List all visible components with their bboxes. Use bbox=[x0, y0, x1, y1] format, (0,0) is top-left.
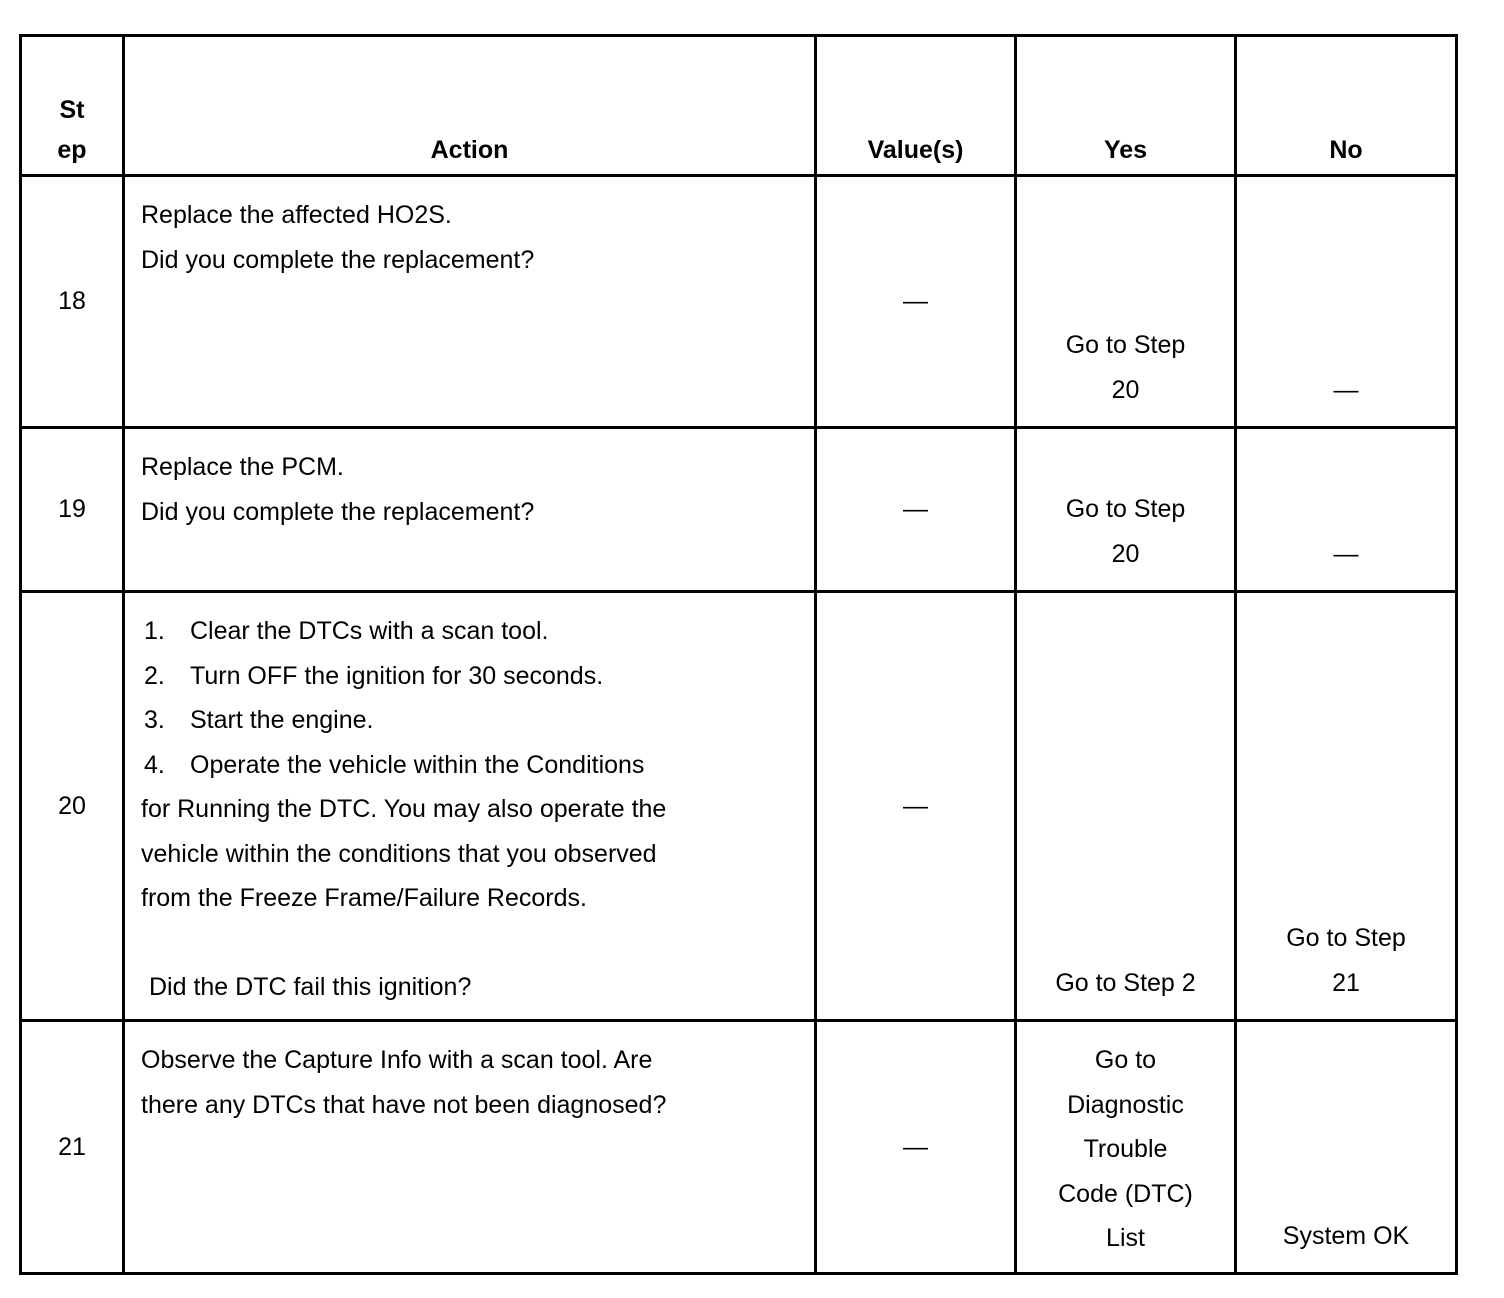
spacer bbox=[141, 921, 804, 966]
action-line: Replace the affected HO2S. bbox=[141, 201, 452, 229]
list-number: 4. bbox=[144, 750, 165, 779]
value-cell: — bbox=[816, 1021, 1016, 1274]
no-line: 21 bbox=[1332, 968, 1360, 997]
list-text: Operate the vehicle within the Conditions bbox=[190, 750, 645, 779]
action-continuation-line: vehicle within the conditions that you observed bbox=[141, 839, 657, 868]
list-number: 3. bbox=[144, 706, 165, 734]
action-continuation-line: for Running the DTC. You may also operate the bbox=[141, 795, 667, 823]
header-action: Action bbox=[124, 36, 816, 176]
header-yes: Yes bbox=[1016, 36, 1236, 176]
yes-line: 20 bbox=[1111, 539, 1140, 568]
list-text: Turn OFF the ignition for 30 seconds. bbox=[190, 661, 604, 690]
no-cell: — bbox=[1236, 428, 1457, 592]
action-continuation-line: from the Freeze Frame/Failure Records. bbox=[141, 884, 587, 912]
list-number: 1. bbox=[144, 617, 165, 645]
header-values: Value(s) bbox=[816, 36, 1016, 176]
list-text: Start the engine. bbox=[190, 706, 374, 734]
list-text: Clear the DTCs with a scan tool. bbox=[190, 617, 549, 645]
action-line: Replace the PCM. bbox=[141, 453, 344, 481]
action-list-item bbox=[141, 609, 804, 654]
yes-line: Code (DTC) bbox=[1058, 1179, 1193, 1208]
action-list-item bbox=[141, 743, 804, 788]
table-row-step-18 bbox=[21, 176, 1457, 428]
table-row-step-19 bbox=[21, 428, 1457, 592]
yes-line: Go to Step 2 bbox=[1055, 968, 1196, 997]
action-line: there any DTCs that have not been diagnosed? bbox=[141, 1090, 667, 1119]
yes-line: Go to Step bbox=[1065, 495, 1186, 523]
yes-line: Go to Step bbox=[1065, 331, 1186, 359]
value-cell: — bbox=[816, 592, 1016, 1021]
yes-cell bbox=[1016, 428, 1236, 592]
yes-line: 20 bbox=[1111, 375, 1140, 404]
value-cell: — bbox=[816, 428, 1016, 592]
no-cell: System OK bbox=[1236, 1021, 1457, 1274]
yes-line: List bbox=[1106, 1224, 1145, 1252]
header-row bbox=[21, 36, 1457, 176]
action-line: Did you complete the replacement? bbox=[141, 245, 535, 274]
list-number: 2. bbox=[144, 661, 165, 690]
step-number: 19 bbox=[21, 428, 124, 592]
action-line: Did you complete the replacement? bbox=[141, 497, 535, 526]
yes-cell bbox=[1016, 592, 1236, 1021]
header-no: No bbox=[1236, 36, 1457, 176]
header-step-line2: ep bbox=[57, 136, 87, 164]
action-cell bbox=[124, 428, 816, 592]
diagnostic-table bbox=[19, 34, 1458, 1275]
step-number: 21 bbox=[21, 1021, 124, 1274]
action-cell bbox=[124, 1021, 816, 1274]
no-cell bbox=[1236, 592, 1457, 1021]
no-line: Go to Step bbox=[1286, 924, 1406, 952]
action-cell bbox=[124, 592, 816, 1021]
yes-line: Go to bbox=[1094, 1046, 1157, 1074]
step-number: 20 bbox=[21, 592, 124, 1021]
header-step bbox=[21, 36, 124, 176]
action-list-item bbox=[141, 654, 804, 699]
table-row-step-20 bbox=[21, 592, 1457, 1021]
action-cell bbox=[124, 176, 816, 428]
action-question: Did the DTC fail this ignition? bbox=[149, 973, 472, 1001]
step-number: 18 bbox=[21, 176, 124, 428]
yes-line: Trouble bbox=[1083, 1135, 1168, 1163]
yes-cell bbox=[1016, 176, 1236, 428]
yes-line: Diagnostic bbox=[1067, 1090, 1184, 1119]
table-row-step-21 bbox=[21, 1021, 1457, 1274]
yes-cell bbox=[1016, 1021, 1236, 1274]
value-cell: — bbox=[816, 176, 1016, 428]
action-list-item bbox=[141, 698, 804, 743]
action-line: Observe the Capture Info with a scan tool. Are bbox=[141, 1046, 653, 1074]
no-cell: — bbox=[1236, 176, 1457, 428]
header-step-line1: St bbox=[59, 96, 85, 124]
